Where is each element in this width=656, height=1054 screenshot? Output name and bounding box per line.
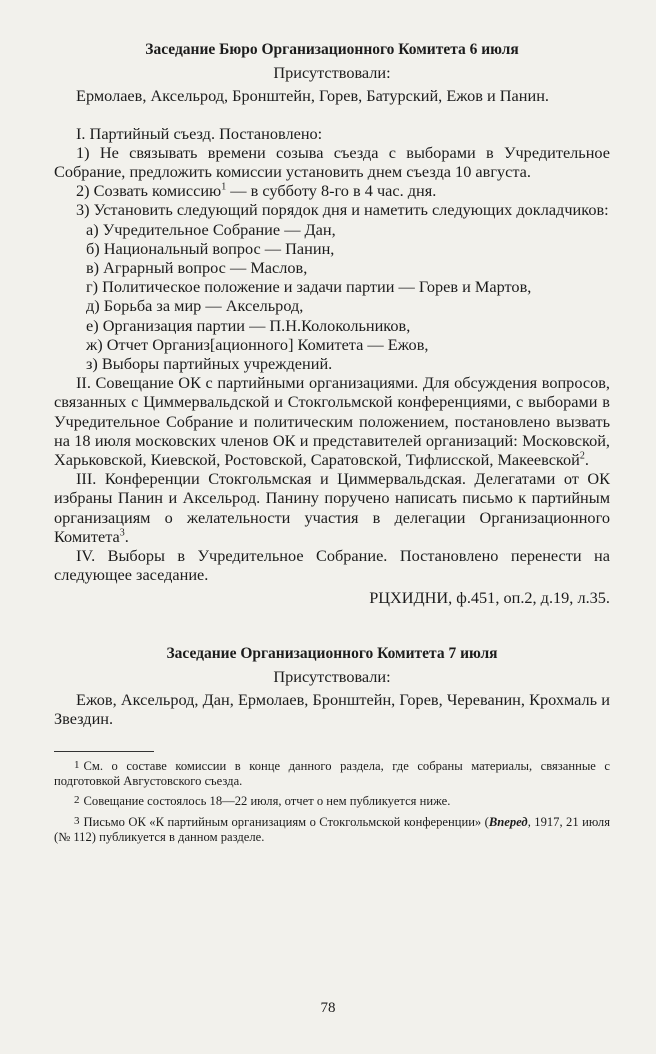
list-item: ж) Отчет Организ[ационного] Комитета — Ежов, (86, 334, 429, 354)
session1-names: Ермолаев, Аксельрод, Бронштейн, Горев, Батурский, Ежов и Панин. (76, 86, 549, 106)
section1-heading: I. Партийный съезд. Постановлено: (76, 123, 323, 143)
archive-source: РЦХИДНИ, ф.451, оп.2, д.19, л.35. (369, 588, 610, 608)
list-item: д) Борьба за мир — Аксельрод, (86, 296, 304, 316)
footnote-1: 1 См. о составе комиссии в конце данного раздела, где собраны материалы, связанные с подготовкой Августовского съезда. (54, 758, 610, 788)
section4-text: IV. Выборы в Учредительное Собрание. Постановлено перенести на следующее заседание. (54, 546, 610, 585)
section1-item3: 3) Установить следующий порядок дня и наметить следующих докладчиков: (76, 200, 609, 220)
page-content (54, 40, 610, 850)
footnote-2: 2 Совещание состоялось 18—22 июля, отчет о нем публикуется ниже. (74, 794, 451, 809)
list-item: а) Учредительное Собрание — Дан, (86, 219, 336, 239)
session2-names: Ежов, Аксельрод, Дан, Ермолаев, Бронштейн, Горев, Череванин, Крохмаль и Звездин. (54, 690, 610, 729)
session2-present-label: Присутствовали: (273, 666, 391, 686)
list-item: з) Выборы партийных учреждений. (86, 354, 333, 374)
list-item: е) Организация партии — П.Н.Колокольников, (86, 315, 411, 335)
list-item: б) Национальный вопрос — Панин, (86, 238, 335, 258)
session1-title: Заседание Бюро Организационного Комитета 6 июля (145, 41, 519, 58)
footnote-divider (54, 751, 154, 752)
section1-item1: 1) Не связывать времени созыва съезда с выборами в Учредительное Собрание, предложить комиссии установить днем съезда 10 августа. (54, 142, 610, 182)
section1-item2: 2) Созвать комиссию$^1$ — в субботу 8-го в 4 час. дня. (76, 181, 437, 201)
page-number: 78 (320, 1000, 336, 1016)
section2-text: II. Совещание ОК с партийными организациями. Для обсуждения вопросов, связанных с Циммервальдской и Стокгольмской конференциями, с выборами в Учредительное Собрание и политическим положением, постановлено вызвать на 18 июля московских членов ОК и представителей организаций: Московской, Харьковской, Киевской, Ростовской, Саратовской, Тифлисской, Макеевской$^2$. (54, 373, 610, 470)
section3-text: III. Конференции Стокгольмская и Циммервальдская. Делегатами от ОК избраны Панин и Аксельрод. Панину поручено написать письмо к партийным организациям о желательности участия в делегации Организационного Комитета$^3$. (54, 469, 610, 546)
list-item: в) Аграрный вопрос — Маслов, (86, 258, 308, 278)
session1-present-label: Присутствовали: (273, 63, 391, 83)
footnote-3: 3 Письмо ОК «К партийным организациям о Стокгольмской конференции» (Вперед, 1917, 21 июля (№ 112) публикуется в данном разделе. (54, 814, 610, 845)
list-item: г) Политическое положение и задачи партии — Горев и Мартов, (86, 277, 532, 297)
session2-title: Заседание Организационного Комитета 7 июля (166, 644, 498, 662)
